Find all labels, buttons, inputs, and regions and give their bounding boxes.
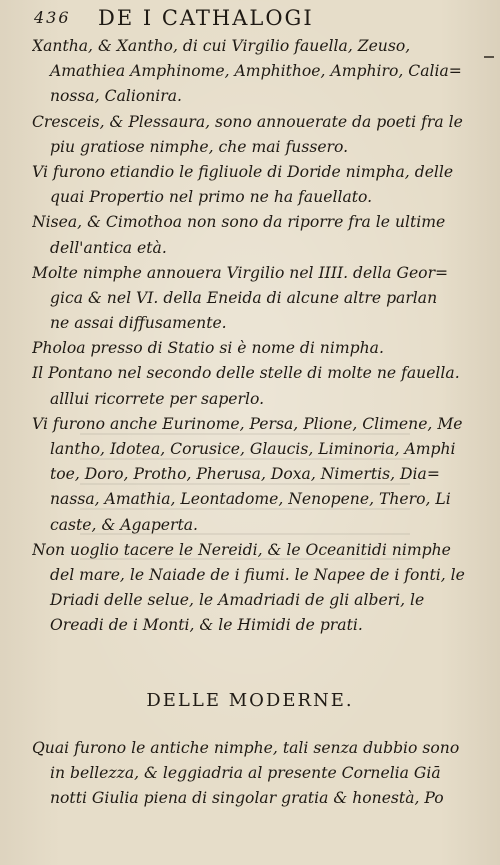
text-line: in bellezza, & leggiadria al presente Cornelia Giā bbox=[50, 764, 441, 783]
running-title: DE I CATHALOGI bbox=[98, 6, 314, 30]
text-line: gica & nel VI. della Eneida di alcune altre parlan bbox=[50, 288, 438, 307]
text-line: piu gratiose nimphe, che mai fussero. bbox=[50, 137, 349, 156]
text-line: Oreadi de i Monti, & le Himidi de prati. bbox=[50, 616, 363, 635]
text-line: toe, Doro, Protho, Pherusa, Doxa, Nimertis, Dia= bbox=[50, 465, 440, 484]
text-line: Pholoa presso di Statio si è nome di nimpha. bbox=[32, 339, 384, 358]
text-line: nassa, Amathia, Leontadome, Nenopene, Thero, Li bbox=[50, 490, 451, 509]
text-line: Il Pontano nel secondo delle stelle di molte ne fauella. bbox=[32, 364, 460, 383]
page-header bbox=[34, 6, 474, 34]
text-line: Quai furono le antiche nimphe, tali senza dubbio sono bbox=[32, 739, 460, 757]
section-heading: DELLE MODERNE. bbox=[146, 690, 354, 711]
text-line: lantho, Idotea, Corusice, Glaucis, Liminoria, Amphi bbox=[50, 440, 456, 458]
text-line: Non uoglio tacere le Nereidi, & le Oceanitidi nimphe bbox=[32, 540, 451, 559]
main-text bbox=[32, 34, 477, 639]
text-line: Driadi delle selue, le Amadriadi de gli alberi, le bbox=[50, 591, 425, 610]
text-line: Molte nimphe annouera Virgilio nel IIII. della Geor= bbox=[32, 263, 449, 282]
text-line: Nisea, & Cimothoa non sono da riporre fra le ultime bbox=[32, 213, 446, 232]
text-line: Xantha, & Xantho, di cui Virgilio fauella, Zeuso, bbox=[32, 37, 411, 55]
text-line: ne assai diffusamente. bbox=[50, 314, 227, 333]
section-text bbox=[32, 736, 477, 812]
text-line: quai Propertio nel primo ne ha fauellato. bbox=[50, 188, 373, 207]
text-line: Vi furono anche Eurinome, Persa, Plione, Climene, Me bbox=[32, 414, 463, 433]
text-line: Vi furono etiandio le figliuole di Doride nimpha, delle bbox=[32, 162, 454, 181]
text-line: Cresceis, & Plessaura, sono annouerate da poeti fra le bbox=[32, 112, 463, 131]
margin-mark bbox=[484, 56, 494, 58]
text-line: Amathiea Amphinome, Amphithoe, Amphiro, Calia= bbox=[50, 62, 462, 81]
text-line: dell'antica età. bbox=[50, 238, 167, 257]
text-line: notti Giulia piena di singolar gratia & honestà, Po bbox=[50, 789, 444, 808]
page-number: 436 bbox=[34, 8, 71, 27]
text-line: nossa, Calionira. bbox=[50, 87, 182, 106]
text-line: caste, & Agaperta. bbox=[50, 515, 199, 534]
text-line: del mare, le Naiade de i fiumi. le Napee de i fonti, le bbox=[50, 565, 465, 584]
text-line: alllui ricorrete per saperlo. bbox=[50, 389, 265, 408]
